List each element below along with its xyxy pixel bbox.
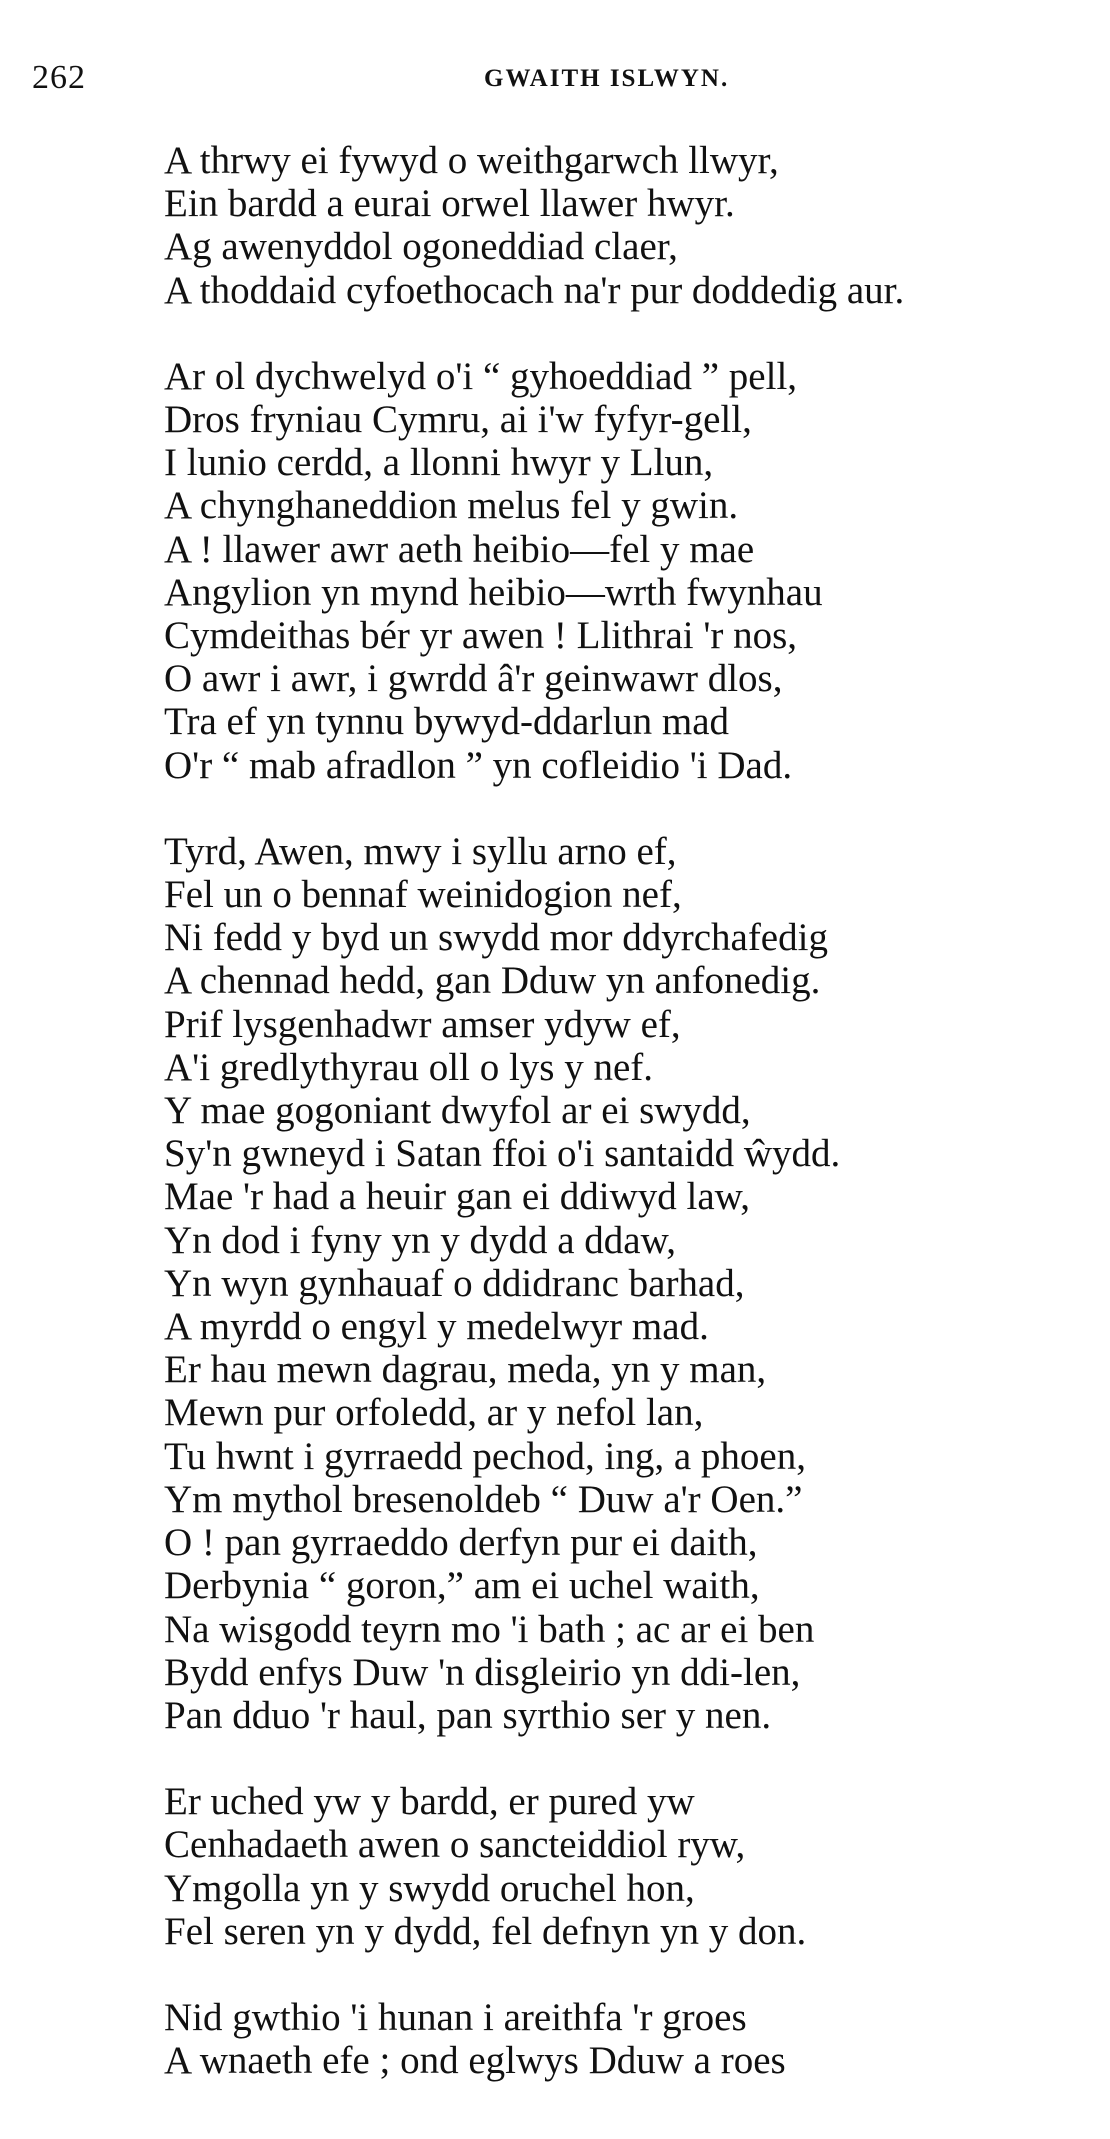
poem-line: Yn dod i fyny yn y dydd a ddaw, — [164, 1218, 676, 1262]
poem-line: Ym mythol bresenoldeb “ Duw a'r Oen.” — [164, 1477, 803, 1521]
poem-line: Cymdeithas bér yr awen ! Llithrai 'r nos, — [164, 614, 798, 658]
poem-line: Derbynia “ goron,” am ei uchel waith, — [164, 1564, 760, 1608]
poem-line: Nid gwthio 'i hunan i areithfa 'r groes — [164, 1995, 747, 2039]
poem-line: A myrdd o engyl y medelwyr mad. — [164, 1305, 709, 1349]
poem-line: Ni fedd y byd un swydd mor ddyrchafedig — [164, 916, 828, 960]
poem-line: Bydd enfys Duw 'n disgleirio yn ddi-len, — [164, 1650, 801, 1694]
poem-line: Mewn pur orfoledd, ar y nefol lan, — [164, 1391, 704, 1435]
stanza — [164, 1780, 1084, 1953]
stanza — [164, 830, 1084, 1737]
poem-line: Sy'n gwneyd i Satan ffoi o'i santaidd ŵydd. — [164, 1132, 841, 1176]
poem-line: Prif lysgenhadwr amser ydyw ef, — [164, 1002, 681, 1046]
stanza — [164, 1996, 1084, 2082]
poem-line: O awr i awr, i gwrdd â'r geinwawr dlos, — [164, 657, 783, 701]
poem-line: Ein bardd a eurai orwel llawer hwyr. — [164, 182, 735, 226]
poem-line: A chennad hedd, gan Dduw yn anfonedig. — [164, 959, 821, 1003]
poem-line: A thoddaid cyfoethocach na'r pur doddedig aur. — [164, 268, 905, 312]
poem-line: O'r “ mab afradlon ” yn cofleidio 'i Dad. — [164, 743, 793, 787]
poem-line: Ar ol dychwelyd o'i “ gyhoeddiad ” pell, — [164, 354, 798, 398]
poem-line: Pan dduo 'r haul, pan syrthio ser y nen. — [164, 1693, 772, 1737]
page-number: 262 — [32, 59, 86, 96]
stanza — [164, 139, 1084, 312]
poem-line: Ag awenyddol ogoneddiad claer, — [164, 225, 678, 269]
poem-line: Cenhadaeth awen o sancteiddiol ryw, — [164, 1823, 746, 1867]
poem-line: Er uched yw y bardd, er pured yw — [164, 1780, 695, 1824]
poem-line: Angylion yn mynd heibio—wrth fwynhau — [164, 570, 823, 614]
poem-line: A thrwy ei fywyd o weithgarwch llwyr, — [164, 139, 779, 182]
poem-line: A wnaeth efe ; ond eglwys Dduw a roes — [164, 2039, 786, 2083]
poem-line: Tu hwnt i gyrraedd pechod, ing, a phoen, — [164, 1434, 806, 1478]
poem-line: Y mae gogoniant dwyfol ar ei swydd, — [164, 1089, 751, 1133]
poem-line: Dros fryniau Cymru, ai i'w fyfyr-gell, — [164, 398, 752, 442]
poem-body — [164, 139, 1084, 2125]
poem-line: Tra ef yn tynnu bywyd-ddarlun mad — [164, 700, 730, 744]
poem-line: Na wisgodd teyrn mo 'i bath ; ac ar ei ben — [164, 1607, 815, 1651]
running-title: GWAITH ISLWYN. — [484, 65, 730, 92]
poem-line: Mae 'r had a heuir gan ei ddiwyd law, — [164, 1175, 751, 1219]
poem-line: Ymgolla yn y swydd oruchel hon, — [164, 1866, 695, 1910]
poem-line: Tyrd, Awen, mwy i syllu arno ef, — [164, 829, 677, 873]
poem-line: Er hau mewn dagrau, meda, yn y man, — [164, 1348, 767, 1392]
poem-line: Fel un o bennaf weinidogion nef, — [164, 873, 682, 917]
poem-line: A ! llawer awr aeth heibio—fel y mae — [164, 527, 755, 571]
poem-line: A'i gredlythyrau oll o lys y nef. — [164, 1045, 654, 1089]
poem-line: I lunio cerdd, a llonni hwyr y Llun, — [164, 441, 714, 485]
poem-line: A chynghaneddion melus fel y gwin. — [164, 484, 739, 528]
stanza — [164, 355, 1084, 787]
poem-line: Yn wyn gynhauaf o ddidranc barhad, — [164, 1261, 745, 1305]
poem-line: Fel seren yn y dydd, fel defnyn yn y don. — [164, 1909, 807, 1953]
poem-line: O ! pan gyrraeddo derfyn pur ei daith, — [164, 1521, 758, 1565]
